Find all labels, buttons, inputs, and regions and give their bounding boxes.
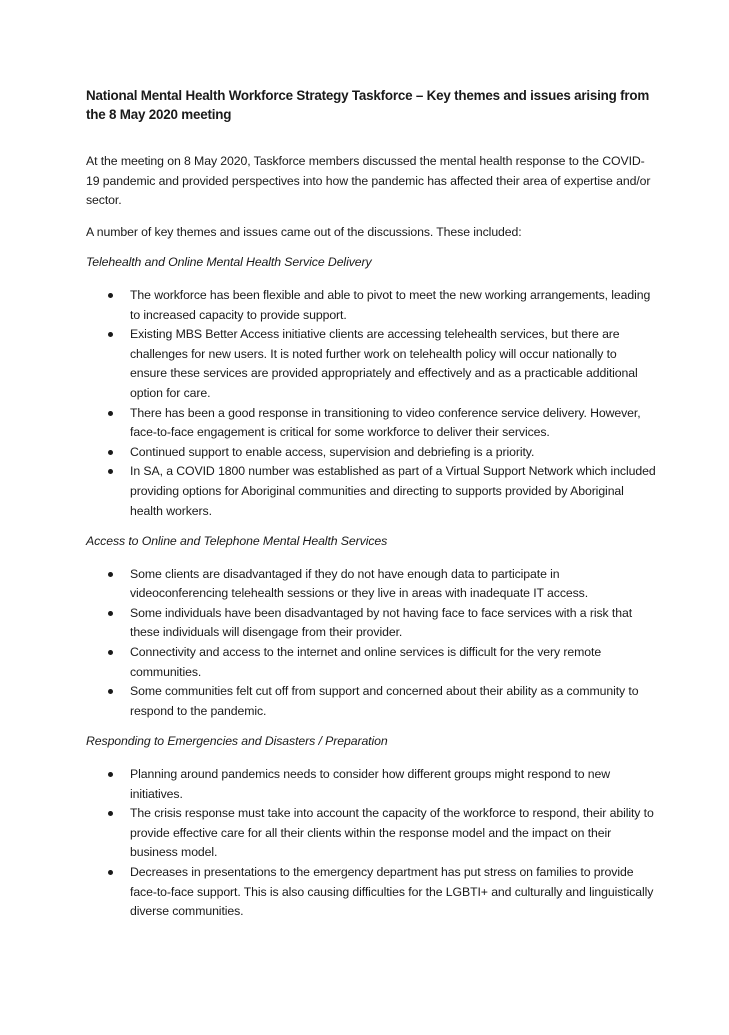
bullet-text: The crisis response must take into account the capacity of the workforce to respond, their ability to provide effective care for all their clients within the response model and the impact on their business model. [130, 806, 654, 860]
bullet-item [86, 863, 656, 922]
bullet-item [86, 286, 656, 325]
bullet-text: Connectivity and access to the internet and online services is difficult for the very remote communities. [130, 645, 602, 679]
bullet-text: In SA, a COVID 1800 number was established as part of a Virtual Support Network which included providing options for Aboriginal communities and directing to supports provided by Aboriginal health workers. [130, 464, 656, 518]
bullet-list [86, 565, 656, 722]
section-heading: Responding to Emergencies and Disasters / Preparation [86, 734, 388, 749]
bullet-text: Continued support to enable access, supervision and debriefing is a priority. [130, 444, 535, 459]
bullet-item [86, 325, 656, 403]
bullet-text: Some individuals have been disadvantaged by not having face to face services with a risk that these individuals will disengage from their provider. [130, 605, 633, 640]
bullet-list [86, 286, 656, 521]
bullet-icon [108, 293, 113, 298]
bullet-item [86, 565, 656, 604]
bullet-item [86, 765, 656, 804]
bullet-icon [108, 332, 113, 337]
bullet-icon [108, 811, 113, 816]
bullet-text: Some clients are disadvantaged if they do not have enough data to participate in videoconferencing telehealth sessions or they live in areas with inadequate IT access. [130, 566, 589, 601]
bullet-icon [108, 650, 113, 655]
bullet-text: Decreases in presentations to the emergency department has put stress on families to provide face-to-face support. This is also causing difficulties for the LGBTI+ and culturally and linguistically diverse communities. [130, 865, 654, 919]
sections-container [86, 253, 656, 921]
section-heading: Telehealth and Online Mental Health Service Delivery [86, 255, 372, 270]
document-page [86, 86, 656, 922]
bullet-text: Planning around pandemics needs to consider how different groups might respond to new initiatives. [130, 767, 611, 801]
bullet-item [86, 643, 656, 682]
bullet-text: The workforce has been flexible and able to pivot to meet the new working arrangements, leading to increased capacity to provide support. [130, 287, 651, 322]
bullet-icon [108, 611, 113, 616]
bullet-item [86, 462, 656, 521]
bullet-item [86, 604, 656, 643]
bullet-item [86, 443, 656, 463]
bullet-icon [108, 411, 113, 416]
bullet-item [86, 404, 656, 443]
bullet-text: There has been a good response in transitioning to video conference service delivery. However, face-to-face engagement is critical for some workforce to deliver their services. [130, 405, 641, 440]
bullet-item [86, 804, 656, 863]
document-title: National Mental Health Workforce Strategy Taskforce – Key themes and issues arising from the 8 May 2020 meeting [86, 88, 650, 122]
bullet-text: Some communities felt cut off from support and concerned about their ability as a community to respond to the pandemic. [130, 684, 639, 718]
lead-paragraph: A number of key themes and issues came out of the discussions. These included: [86, 224, 522, 239]
bullet-icon [108, 572, 113, 577]
bullet-icon [108, 469, 113, 474]
bullet-icon [108, 772, 113, 777]
bullet-icon [108, 450, 113, 455]
bullet-list [86, 765, 656, 922]
bullet-text: Existing MBS Better Access initiative clients are accessing telehealth services, but there are challenges for new users. It is noted further work on telehealth policy will occur nationally to ensure these services are provided appropriately and effectively and as a practicable additional option for care. [130, 327, 638, 400]
section-heading: Access to Online and Telephone Mental Health Services [86, 534, 388, 549]
bullet-icon [108, 870, 113, 875]
intro-paragraph: At the meeting on 8 May 2020, Taskforce members discussed the mental health response to the COVID-19 pandemic and provided perspectives into how the pandemic has affected their area of expertise and/or sector. [86, 154, 651, 208]
bullet-icon [108, 689, 113, 694]
bullet-item [86, 682, 656, 721]
